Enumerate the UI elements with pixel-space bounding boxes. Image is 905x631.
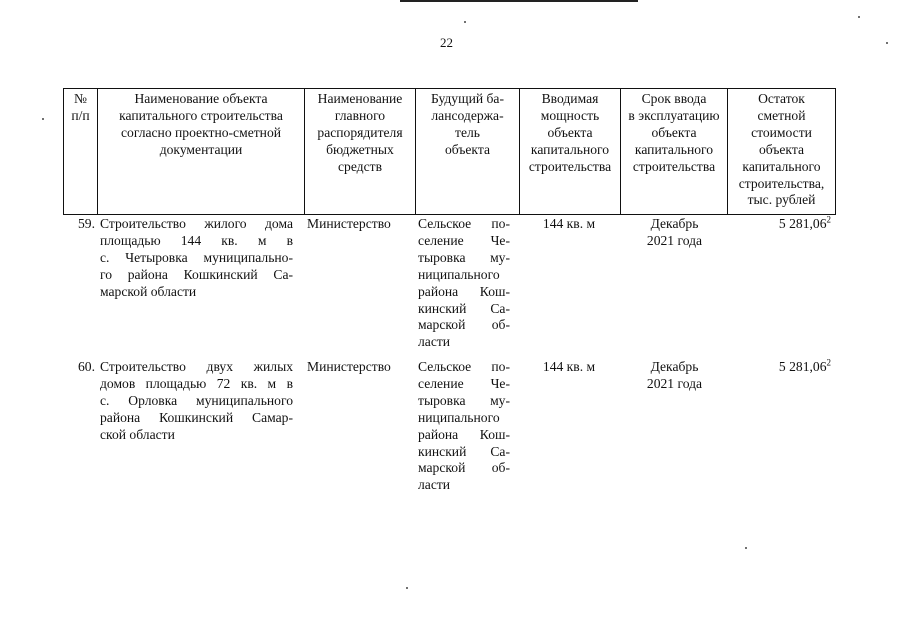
- footnote-mark: 2: [826, 214, 831, 225]
- table-header: [63, 88, 836, 215]
- row-object-name-line: с. Орловка муниципального: [100, 392, 293, 408]
- row-capacity: 144 кв. м: [542, 216, 596, 231]
- row-balance-holder-line: марской об-: [418, 460, 510, 476]
- footnote-mark: 2: [826, 357, 831, 368]
- row-remaining-cost-value: 5 281,06: [778, 216, 827, 231]
- page-number: 22: [440, 35, 453, 50]
- row-balance-holder-line: кинский Са-: [418, 300, 510, 316]
- row-balance-holder-line: ласти: [418, 477, 451, 493]
- header-balance-holder: Будущий ба- лансодержа- тель объекта: [416, 89, 520, 214]
- row-balance-holder-line: селение Че-: [418, 232, 510, 248]
- row-object-name: [100, 359, 293, 444]
- row-object-name-line: с. Четыровка муниципально-: [100, 249, 293, 265]
- row-balance-holder-line: кинский Са-: [418, 443, 510, 459]
- row-capacity: 144 кв. м: [542, 359, 596, 374]
- row-balance-holder-line: тыровка му-: [418, 249, 510, 265]
- row-object-name-line: домов площадью 72 кв. м в: [100, 375, 293, 391]
- scan-speck: [406, 587, 408, 589]
- row-ministry: Министерство: [307, 359, 391, 374]
- header-number: № п/п: [64, 89, 98, 214]
- scan-speck: [858, 16, 860, 18]
- top-rule: [400, 0, 638, 2]
- row-number: 59.: [78, 216, 95, 231]
- header-ministry: Наименование главного распорядителя бюджетных средств: [305, 89, 416, 214]
- row-balance-holder: [418, 359, 510, 494]
- row-balance-holder-line: ниципального: [418, 409, 500, 425]
- row-object-name-line: го района Кошкинский Са-: [100, 266, 293, 282]
- row-remaining-cost: [728, 216, 831, 233]
- row-ministry: Министерство: [307, 216, 391, 231]
- row-object-name-line: района Кошкинский Самар-: [100, 409, 293, 425]
- row-balance-holder-line: Сельское по-: [418, 359, 510, 374]
- row-object-name: [100, 216, 293, 301]
- row-commission-term: Декабрь 2021 года: [646, 216, 703, 248]
- row-balance-holder-line: Сельское по-: [418, 216, 510, 231]
- row-balance-holder-line: тыровка му-: [418, 392, 510, 408]
- header-remaining-cost: Остаток сметной стоимости объекта капитального строительства, тыс. рублей: [738, 91, 825, 208]
- scan-speck: [42, 118, 44, 120]
- scan-speck: [464, 21, 466, 23]
- row-object-name-line: Строительство двух жилых: [100, 359, 293, 374]
- row-object-name-line: площадью 144 кв. м в: [100, 232, 293, 248]
- row-object-name-line: Строительство жилого дома: [100, 216, 293, 231]
- row-balance-holder-line: селение Че-: [418, 375, 510, 391]
- row-commission-term: Декабрь 2021 года: [646, 359, 703, 391]
- header-commission-term: Срок ввода в эксплуатацию объекта капитального строительства: [621, 89, 728, 214]
- row-balance-holder-line: ласти: [418, 334, 451, 350]
- row-object-name-line: ской области: [100, 426, 175, 442]
- row-balance-holder-line: ниципального: [418, 266, 500, 282]
- header-object-name: Наименование объекта капитального строительства согласно проектно-сметной документации: [98, 89, 305, 214]
- row-remaining-cost: [728, 359, 831, 376]
- scan-speck: [745, 547, 747, 549]
- row-balance-holder: [418, 216, 510, 351]
- row-balance-holder-line: марской об-: [418, 317, 510, 333]
- row-number: 60.: [78, 359, 95, 374]
- row-balance-holder-line: района Кош-: [418, 426, 510, 442]
- row-remaining-cost-value: 5 281,06: [778, 359, 827, 374]
- row-balance-holder-line: района Кош-: [418, 283, 510, 299]
- scan-speck: [886, 42, 888, 44]
- row-object-name-line: марской области: [100, 283, 197, 299]
- header-capacity: Вводимая мощность объекта капитального строительства: [520, 89, 621, 214]
